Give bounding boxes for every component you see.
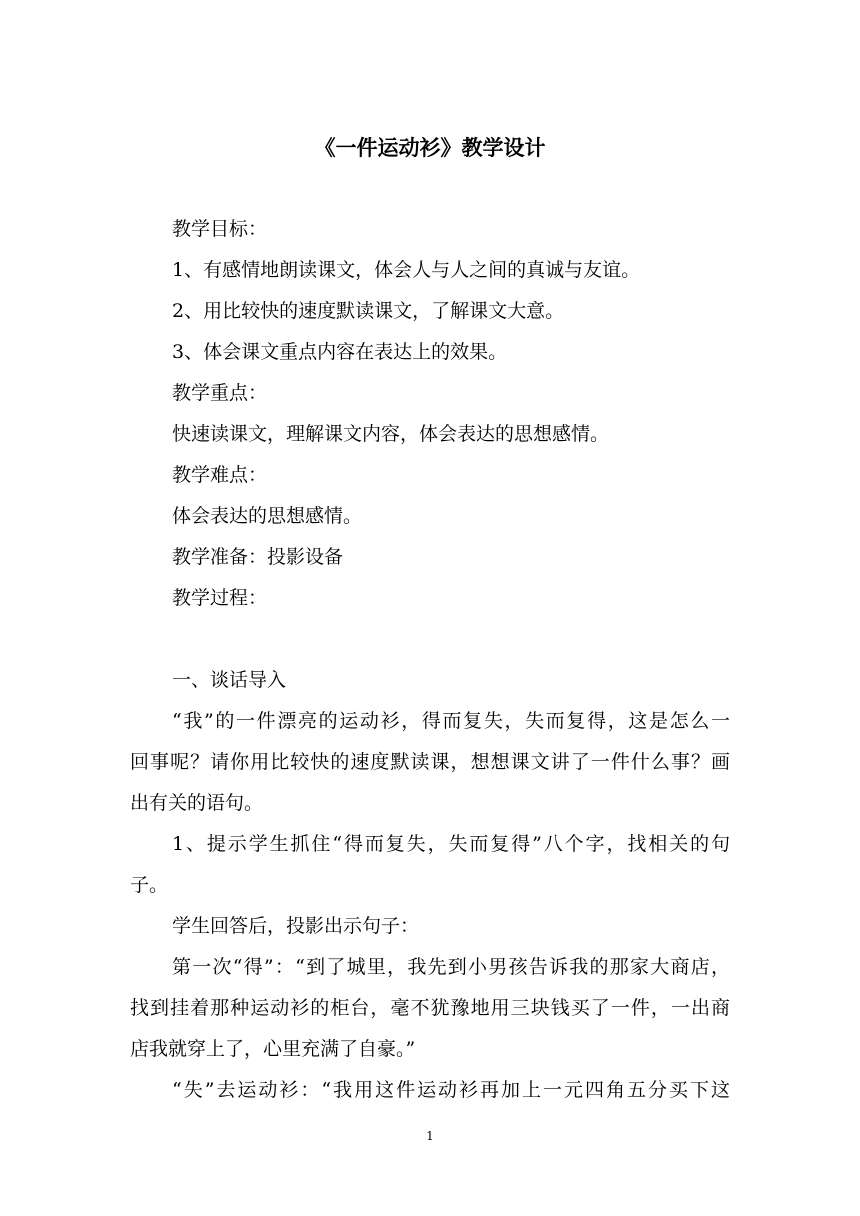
paragraph-line: 子。 [130,874,169,896]
paragraph-line: 找到挂着那种运动衫的柜台，毫不犹豫地用三块钱买了一件，一出商 [130,997,730,1019]
section-heading-objectives: 教学目标： [172,218,268,240]
paragraph-line: “我”的一件漂亮的运动衫，得而复失，失而复得，这是怎么一 [172,710,730,732]
preparation-text: 教学准备：投影设备 [172,546,344,568]
page-number: 1 [426,1129,434,1143]
objective-item-2: 2、用比较快的速度默读课文，了解课文大意。 [172,300,565,322]
section-heading-key-points: 教学重点： [172,382,268,404]
section-heading-process: 教学过程： [172,587,268,609]
objective-item-3: 3、体会课文重点内容在表达上的效果。 [172,341,508,363]
section-heading-difficulties: 教学难点： [172,464,268,486]
paragraph-line: 出有关的语句。 [130,792,264,814]
subsection-heading-intro: 一、谈话导入 [172,669,287,691]
paragraph-line: 店我就穿上了，心里充满了自豪。” [130,1038,416,1060]
paragraph-line: 1、提示学生抓住“得而复失，失而复得”八个字，找相关的句 [172,833,730,855]
paragraph-line: 回事呢？请你用比较快的速度默读课，想想课文讲了一件什么事？画 [130,751,730,773]
paragraph-line: 第一次“得”：“到了城里，我先到小男孩告诉我的那家大商店， [172,956,730,978]
objective-item-1: 1、有感情地朗读课文，体会人与人之间的真诚与友谊。 [172,259,641,281]
paragraph-line: 学生回答后，投影出示句子： [172,915,420,937]
key-points-text: 快速读课文，理解课文内容，体会表达的思想感情。 [172,423,610,445]
document-title: 《一件运动衫》教学设计 [314,135,546,160]
difficulties-text: 体会表达的思想感情。 [172,505,363,527]
paragraph-line: “失”去运动衫：“我用这件运动衫再加上一元四角五分买下这 [172,1079,730,1101]
